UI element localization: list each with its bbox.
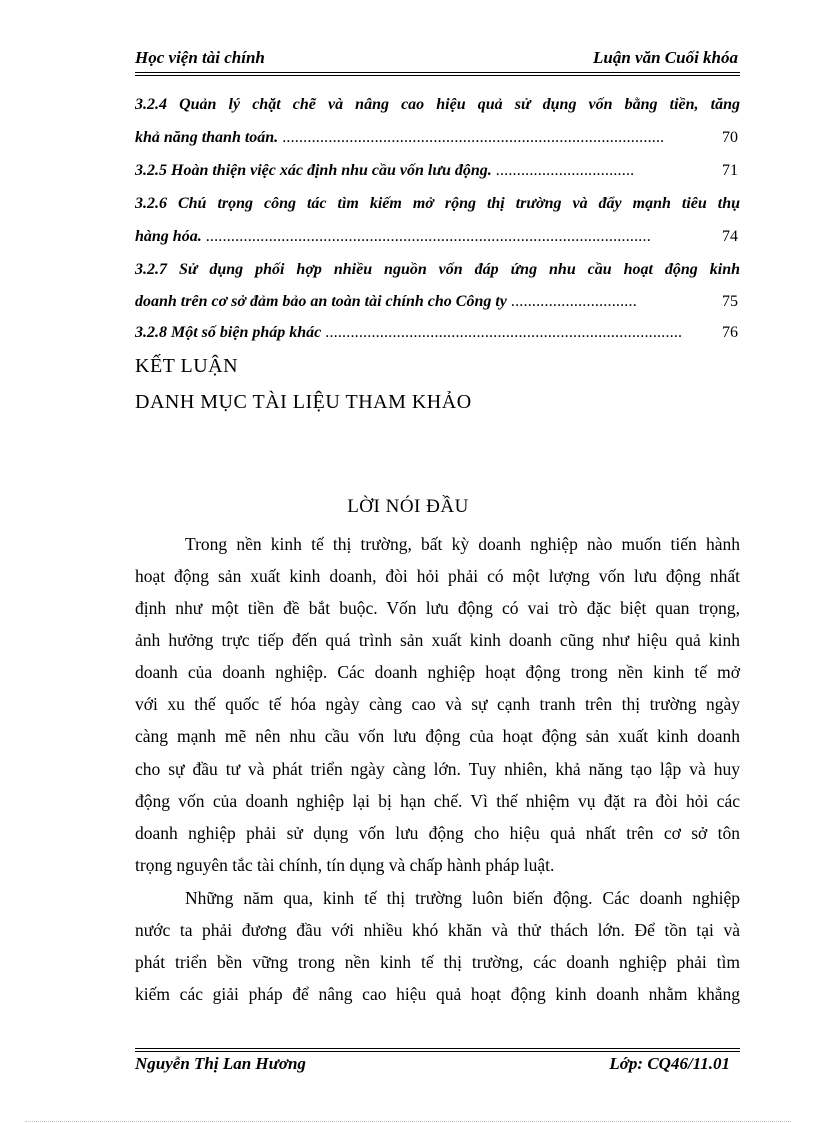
paragraph-line: ảnh hưởng trực tiếp đến quá trình sản xuất kinh doanh cũng như hiệu quả kinh [135,630,740,650]
toc-3-2-4-line1: 3.2.4 Quản lý chặt chẽ và nâng cao hiệu quả sử dụng vốn bằng tiền, tăng [135,96,740,113]
toc-3-2-5-text: 3.2.5 Hoàn thiện việc xác định nhu cầu vốn lưu động. [135,162,492,179]
toc-page-number: 76 [722,324,738,341]
header-rule-double [135,75,740,76]
toc-3-2-5 [135,160,740,182]
paragraph-line: nước ta phải đương đầu với nhiều khó khăn và thử thách lớn. Để tồn tại và [135,920,740,940]
toc-leader-dots: ................................. [495,162,635,179]
toc-leader-dots: .............................. [510,293,637,310]
header-rule [135,72,740,73]
paragraph-line: phát triển bền vững trong nền kinh tế thị trường, các doanh nghiệp phải tìm [135,952,740,972]
toc-leader-dots: ........................................................................................... [282,129,665,146]
footer-author: Nguyễn Thị Lan Hương [135,1054,306,1073]
toc-page-number: 75 [722,293,738,310]
footer-class: Lớp: CQ46/11.01 [609,1054,730,1073]
paragraph-line: trọng nguyên tắc tài chính, tín dụng và chấp hành pháp luật. [135,855,555,875]
header-doc-type: Luận văn Cuối khóa [592,48,738,67]
paragraph-line: với xu thế quốc tế hóa ngày càng cao và sự cạnh tranh trên thị trường ngày [135,694,740,714]
footer-rule-double [135,1051,740,1052]
toc-leader-dots: ..................................................................................... [325,324,683,341]
toc-3-2-8 [135,322,740,344]
toc-page-number: 70 [722,129,738,146]
paragraph-line: định như một tiền đề bắt buộc. Vốn lưu động có vai trò đặc biệt quan trọng, [135,598,740,618]
toc-3-2-6-line1: 3.2.6 Chú trọng công tác tìm kiếm mở rộng thị trường và đẩy mạnh tiêu thụ [135,195,740,212]
toc-page-number: 71 [722,162,738,179]
paragraph-line: doanh nghiệp phải sử dụng vốn lưu động cho hiệu quả nhất trên cơ sở tôn [135,823,740,843]
paragraph-line: động vốn của doanh nghiệp lại bị hạn chế. Vì thế nhiệm vụ đặt ra đòi hỏi các [135,791,740,811]
paragraph-line: doanh của doanh nghiệp. Các doanh nghiệp hoạt động trong nền kinh tế mở [135,662,740,682]
toc-3-2-7-text: doanh trên cơ sở đảm bảo an toàn tài chính cho Công ty [135,293,507,310]
paragraph-line: Những năm qua, kinh tế thị trường luôn biến động. Các doanh nghiệp [185,888,740,908]
paragraph-line: Trong nền kinh tế thị trường, bất kỳ doanh nghiệp nào muốn tiến hành [185,534,740,554]
toc-3-2-7-line1: 3.2.7 Sử dụng phối hợp nhiều nguồn vốn đáp ứng nhu cầu hoạt động kinh [135,261,740,278]
footer-rule [135,1048,740,1049]
page-footer [135,1054,740,1078]
preface-title: LỜI NÓI ĐẦU [347,496,469,517]
page-edge-divider [25,1121,791,1122]
toc-page-number: 74 [722,228,738,245]
page-header [135,48,740,72]
paragraph-line: càng mạnh mẽ nên nhu cầu vốn lưu động của hoạt động sản xuất kinh doanh [135,726,740,746]
toc-3-2-6-text: hàng hóa. [135,228,202,245]
header-institution: Học viện tài chính [135,48,265,67]
toc-3-2-7-line2 [135,291,740,313]
toc-3-2-6-line2 [135,226,740,248]
toc-3-2-4-line2 [135,127,740,149]
toc-3-2-8-text: 3.2.8 Một số biện pháp khác [135,324,322,341]
toc-leader-dots: .......................................................................................................... [205,228,651,245]
paragraph-line: hoạt động sản xuất kinh doanh, đòi hỏi phải có một lượng vốn lưu động nhất [135,566,740,586]
paragraph-line: kiếm các giải pháp để nâng cao hiệu quả hoạt động kinh doanh nhằm khẳng [135,984,740,1004]
paragraph-line: cho sự đầu tư và phát triển ngày càng lớn. Tuy nhiên, khả năng tạo lập và huy [135,759,740,779]
toc-3-2-4-text: khả năng thanh toán. [135,129,279,146]
toc-conclusion: KẾT LUẬN [135,355,239,377]
toc-references: DANH MỤC TÀI LIỆU THAM KHẢO [135,391,472,413]
